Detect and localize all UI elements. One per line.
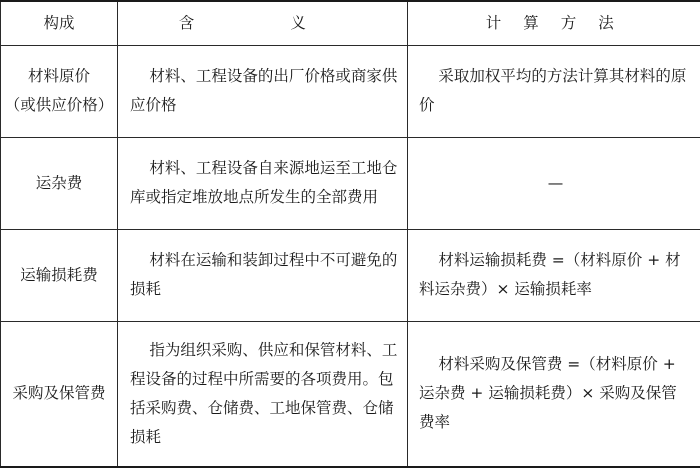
header-component: 构成 (1, 1, 118, 45)
component-label: 运输损耗费 (20, 266, 98, 284)
component-label: 材料原价 （或供应价格） (1, 62, 117, 120)
component-label: 运杂费 (36, 174, 83, 192)
header-meaning (118, 1, 408, 45)
method-text: 采取加权平均的方法计算其材料的原价 (419, 62, 692, 120)
method-cell (408, 137, 700, 229)
method-text: 材料采购及保管费 =（材料原价 + 运杂费 + 运输损耗费）× 采购及保管费率 (419, 350, 692, 437)
table-row (1, 229, 700, 321)
meaning-cell (118, 137, 408, 229)
method-text: 材料运输损耗费 =（材料原价 + 材料运杂费）× 运输损耗率 (419, 246, 692, 304)
component-cell (1, 321, 118, 467)
header-row (1, 1, 700, 45)
table-row (1, 137, 700, 229)
meaning-text: 材料在运输和装卸过程中不可避免的损耗 (130, 246, 399, 304)
component-label: 采购及保管费 (12, 384, 105, 402)
meaning-cell (118, 45, 408, 137)
method-cell (408, 321, 700, 467)
component-cell (1, 45, 118, 137)
meaning-cell (118, 229, 408, 321)
method-text: — (419, 169, 692, 198)
table-row (1, 321, 700, 467)
header-method (408, 1, 700, 45)
meaning-text: 材料、工程设备的出厂价格或商家供应价格 (130, 62, 399, 120)
method-cell (408, 45, 700, 137)
component-cell (1, 229, 118, 321)
method-cell (408, 229, 700, 321)
meaning-text: 指为组织采购、供应和保管材料、工程设备的过程中所需要的各项费用。包括采购费、仓储费、工地保管费、仓储损耗 (130, 336, 399, 452)
header-method-text: 计 算 方 法 (486, 14, 622, 32)
table-row (1, 45, 700, 137)
component-cell (1, 137, 118, 229)
meaning-text: 材料、工程设备自来源地运至工地仓库或指定堆放地点所发生的全部费用 (130, 154, 399, 212)
meaning-cell (118, 321, 408, 467)
header-meaning-text: 含 义 (179, 14, 346, 32)
